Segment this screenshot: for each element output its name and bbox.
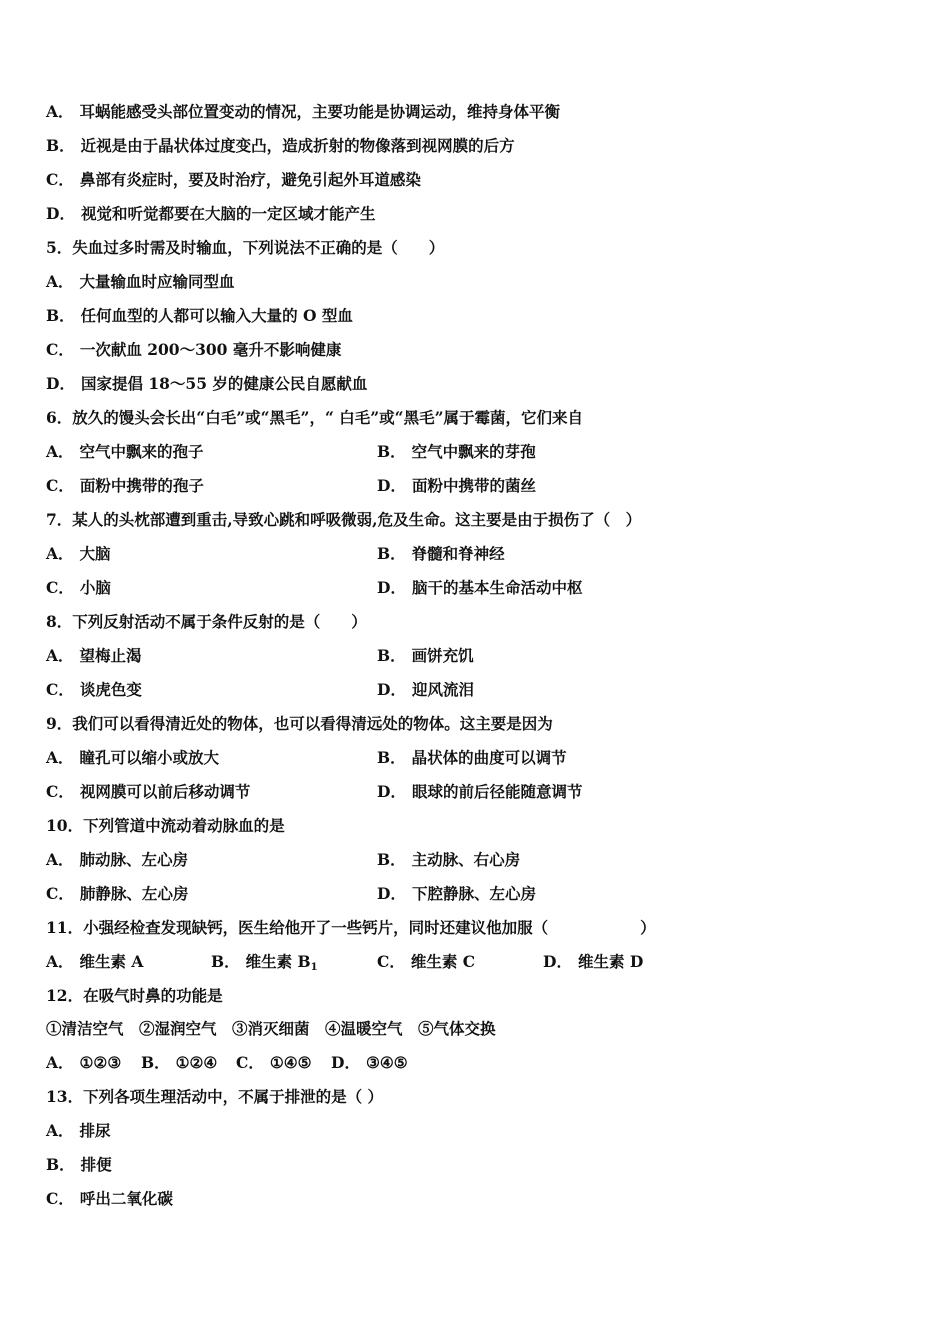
q7-option-a: [46, 544, 111, 564]
q6-option-d: [377, 476, 536, 496]
q5-option-c: [46, 340, 341, 360]
option-label: A．: [46, 442, 74, 461]
option-text: 大脑: [79, 544, 111, 563]
q10-option-d: [377, 884, 536, 904]
option-label: D．: [377, 884, 406, 903]
q6-stem: 6．放久的馒头会长出“白毛”或“黑毛”，“ 白毛”或“黑毛”属于霉菌，它们来自: [46, 408, 584, 427]
option-text: ①②③: [79, 1053, 122, 1072]
option-label: C．: [46, 884, 74, 903]
option-label: C．: [377, 952, 405, 971]
option-label: B．: [377, 748, 406, 767]
q10-option-a: [46, 850, 188, 870]
q10-stem: 10．下列管道中流动着动脉血的是: [46, 816, 285, 835]
q12-stem: 12．在吸气时鼻的功能是: [46, 986, 223, 1005]
option-text: 瞳孔可以缩小或放大: [79, 748, 220, 767]
q12-option-b: [141, 1053, 217, 1073]
option-text: ①②④: [175, 1053, 218, 1072]
option-text: 呼出二氧化碳: [79, 1189, 173, 1208]
q10-option-b: [377, 850, 520, 870]
option-text: 面粉中携带的孢子: [79, 476, 204, 495]
q6-option-b: [377, 442, 536, 462]
q4-option-a: [46, 102, 560, 122]
option-text: 排尿: [79, 1121, 111, 1140]
option-text: 近视是由于晶状体过度变凸，造成折射的物像落到视网膜的后方: [80, 136, 515, 155]
option-label: B．: [46, 136, 75, 155]
option-text: 迎风流泪: [411, 680, 474, 699]
q8-option-b: [377, 646, 474, 666]
option-text: 空气中飘来的孢子: [79, 442, 204, 461]
q4-option-c: [46, 170, 421, 190]
option-label: B．: [211, 952, 240, 971]
q9-option-a: [46, 748, 219, 768]
option-text: 面粉中携带的菌丝: [411, 476, 536, 495]
option-label: D．: [331, 1053, 360, 1072]
option-label: C．: [236, 1053, 264, 1072]
option-text: 耳蜗能感受头部位置变动的情况，主要功能是协调运动，维持身体平衡: [79, 102, 561, 121]
option-text: 肺动脉、左心房: [79, 850, 189, 869]
q13-option-b: [46, 1155, 112, 1175]
option-label: B．: [141, 1053, 170, 1072]
option-text: 鼻部有炎症时，要及时治疗，避免引起外耳道感染: [79, 170, 421, 189]
option-label: D．: [377, 578, 406, 597]
option-text: 国家提倡 18～55 岁的健康公民自愿献血: [80, 374, 368, 393]
option-text: 视网膜可以前后移动调节: [79, 782, 251, 801]
q13-option-a: [46, 1121, 111, 1141]
option-text: 脑干的基本生命活动中枢: [411, 578, 583, 597]
option-label: B．: [377, 850, 406, 869]
q5-stem: 5．失血过多时需及时输血，下列说法不正确的是（ ）: [46, 238, 445, 257]
option-label: C．: [46, 680, 74, 699]
option-text: 空气中飘来的芽孢: [411, 442, 536, 461]
option-label: A．: [46, 646, 74, 665]
q4-option-b: [46, 136, 515, 156]
option-label: C．: [46, 170, 74, 189]
option-label: A．: [46, 272, 74, 291]
option-text: 维生素 A: [79, 952, 144, 971]
option-label: B．: [377, 442, 406, 461]
option-text: 眼球的前后径能随意调节: [411, 782, 583, 801]
q8-option-c: [46, 680, 142, 700]
q11-option-b: [211, 952, 318, 978]
q7-stem: 7．某人的头枕部遭到重击,导致心跳和呼吸微弱,危及生命。这主要是由于损伤了（ ）: [46, 510, 642, 529]
option-text: 小脑: [79, 578, 111, 597]
option-label: C．: [46, 578, 74, 597]
option-text: 维生素 C: [410, 952, 476, 971]
option-label: B．: [46, 1155, 75, 1174]
option-text: 任何血型的人都可以输入大量的 O 型血: [80, 306, 353, 325]
q5-option-d: [46, 374, 367, 394]
option-text: 画饼充饥: [411, 646, 474, 665]
option-label: D．: [377, 476, 406, 495]
option-label: D．: [377, 782, 406, 801]
option-text: 视觉和听觉都要在大脑的一定区域才能产生: [80, 204, 376, 223]
q11-stem-start: 11．小强经检查发现缺钙，医生给他开了一些钙片，同时还建议他加服（: [46, 918, 549, 937]
q10-option-c: [46, 884, 188, 904]
option-label: A．: [46, 1121, 74, 1140]
option-text: ③④⑤: [365, 1053, 408, 1072]
option-text: 脊髓和脊神经: [411, 544, 505, 563]
q8-stem: 8．下列反射活动不属于条件反射的是（ ）: [46, 612, 367, 631]
option-label: A．: [46, 748, 74, 767]
option-label: B．: [377, 544, 406, 563]
q8-option-d: [377, 680, 474, 700]
q4-option-d: [46, 204, 375, 224]
q12-option-a: [46, 1053, 121, 1073]
option-label: B．: [377, 646, 406, 665]
option-label: D．: [543, 952, 572, 971]
q5-option-b: [46, 306, 353, 326]
option-label: C．: [46, 340, 74, 359]
q7-option-b: [377, 544, 505, 564]
subscript: 1: [310, 962, 318, 973]
option-text: ①④⑤: [269, 1053, 312, 1072]
q11-option-c: [377, 952, 475, 972]
option-text: 一次献血 200～300 毫升不影响健康: [79, 340, 342, 359]
option-text: 肺静脉、左心房: [79, 884, 189, 903]
option-text: 晶状体的曲度可以调节: [411, 748, 567, 767]
q13-option-c: [46, 1189, 173, 1209]
option-label: A．: [46, 850, 74, 869]
option-text: 谈虎色变: [79, 680, 142, 699]
q7-option-d: [377, 578, 582, 598]
option-label: B．: [46, 306, 75, 325]
option-label: A．: [46, 1053, 74, 1072]
q12-items: ①清洁空气 ②湿润空气 ③消灭细菌 ④温暖空气 ⑤气体交换: [46, 1019, 496, 1038]
q9-stem: 9．我们可以看得清近处的物体，也可以看得清远处的物体。这主要是因为: [46, 714, 553, 733]
q6-option-a: [46, 442, 204, 462]
q5-option-a: [46, 272, 235, 292]
option-label: D．: [46, 374, 75, 393]
option-label: A．: [46, 102, 74, 121]
option-text: 维生素 D: [577, 952, 644, 971]
option-text: 排便: [80, 1155, 112, 1174]
option-text: 大量输血时应输同型血: [79, 272, 235, 291]
option-label: D．: [377, 680, 406, 699]
q7-option-c: [46, 578, 111, 598]
option-text: 主动脉、右心房: [411, 850, 521, 869]
q8-option-a: [46, 646, 142, 666]
option-text: 下腔静脉、左心房: [411, 884, 536, 903]
option-label: A．: [46, 544, 74, 563]
q11-stem-end: ）: [640, 918, 656, 937]
q11-option-d: [543, 952, 643, 972]
option-label: C．: [46, 1189, 74, 1208]
option-text: 望梅止渴: [79, 646, 142, 665]
q12-option-d: [331, 1053, 408, 1073]
option-label: A．: [46, 952, 74, 971]
q12-option-c: [236, 1053, 312, 1073]
option-label: C．: [46, 782, 74, 801]
option-text: 维生素 B: [245, 952, 311, 971]
option-label: D．: [46, 204, 75, 223]
q9-option-d: [377, 782, 582, 802]
q11-stem: [46, 918, 656, 938]
q6-option-c: [46, 476, 204, 496]
q9-option-b: [377, 748, 567, 768]
q13-stem: 13．下列各项生理活动中，不属于排泄的是（ ）: [46, 1087, 383, 1106]
q11-option-a: [46, 952, 143, 972]
option-label: C．: [46, 476, 74, 495]
q9-option-c: [46, 782, 250, 802]
